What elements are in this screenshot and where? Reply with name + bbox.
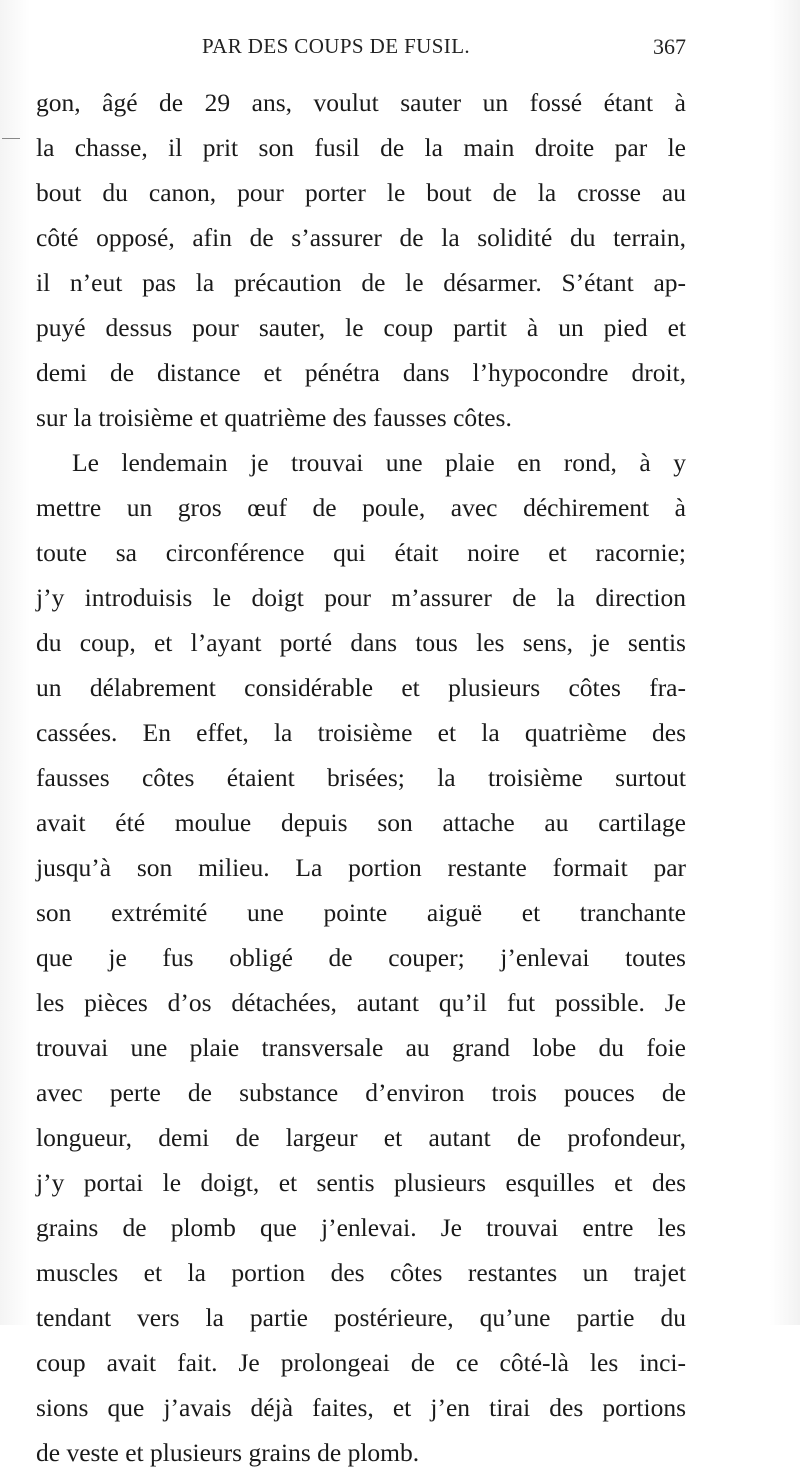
text-line: bout du canon, pour porter le bout de la crosse au: [36, 178, 686, 207]
text-line: demi de distance et pénétra dans l’hypocondre droit,: [36, 358, 686, 387]
text-line: gon, âgé de 29 ans, voulut sauter un fossé étant à: [36, 88, 686, 117]
text-line: j’y introduisis le doigt pour m’assurer de la direction: [36, 583, 686, 612]
text-line: Le lendemain je trouvai une plaie en rond, à y: [72, 448, 686, 477]
body-text: [36, 80, 686, 1475]
text-line: de veste et plusieurs grains de plomb.: [36, 1438, 420, 1467]
text-line: côté opposé, afin de s’assurer de la solidité du terrain,: [36, 223, 686, 252]
text-line: un délabrement considérable et plusieurs côtes fra-: [36, 673, 686, 702]
text-line: muscles et la portion des côtes restantes un trajet: [36, 1258, 686, 1287]
text-line: son extrémité une pointe aiguë et tranchante: [36, 898, 686, 927]
text-line: puyé dessus pour sauter, le coup partit à un pied et: [36, 313, 686, 342]
text-line: il n’eut pas la précaution de le désarmer. S’étant ap-: [36, 268, 686, 297]
running-title: PAR DES COUPS DE FUSIL.: [202, 34, 471, 58]
text-line: toute sa circonférence qui était noire et racornie;: [36, 538, 686, 567]
text-line: mettre un gros œuf de poule, avec déchirement à: [36, 493, 686, 522]
text-line: jusqu’à son milieu. La portion restante formait par: [36, 853, 686, 882]
margin-mark: [2, 138, 20, 139]
text-line: j’y portai le doigt, et sentis plusieurs esquilles et des: [36, 1168, 686, 1197]
text-line: tendant vers la partie postérieure, qu’une partie du: [36, 1303, 686, 1332]
text-line: les pièces d’os détachées, autant qu’il fut possible. Je: [36, 988, 686, 1017]
page-number: 367: [653, 34, 686, 59]
text-line: cassées. En effet, la troisième et la quatrième des: [36, 718, 686, 747]
text-line: trouvai une plaie transversale au grand lobe du foie: [36, 1033, 686, 1062]
text-line: longueur, demi de largeur et autant de profondeur,: [36, 1123, 686, 1152]
text-line: fausses côtes étaient brisées; la troisième surtout: [36, 763, 686, 792]
text-line: sur la troisième et quatrième des fausses côtes.: [36, 403, 512, 432]
text-line: avec perte de substance d’environ trois pouces de: [36, 1078, 686, 1107]
text-line: du coup, et l’ayant porté dans tous les sens, je sentis: [36, 628, 686, 657]
text-line: grains de plomb que j’enlevai. Je trouvai entre les: [36, 1213, 686, 1242]
text-line: que je fus obligé de couper; j’enlevai toutes: [36, 943, 686, 972]
text-line: la chasse, il prit son fusil de la main droite par le: [36, 133, 686, 162]
text-line: avait été moulue depuis son attache au cartilage: [36, 808, 686, 837]
running-head: [36, 34, 686, 70]
text-line: coup avait fait. Je prolongeai de ce côté-là les inci-: [36, 1348, 686, 1377]
text-line: sions que j’avais déjà faites, et j’en tirai des portions: [36, 1393, 686, 1422]
